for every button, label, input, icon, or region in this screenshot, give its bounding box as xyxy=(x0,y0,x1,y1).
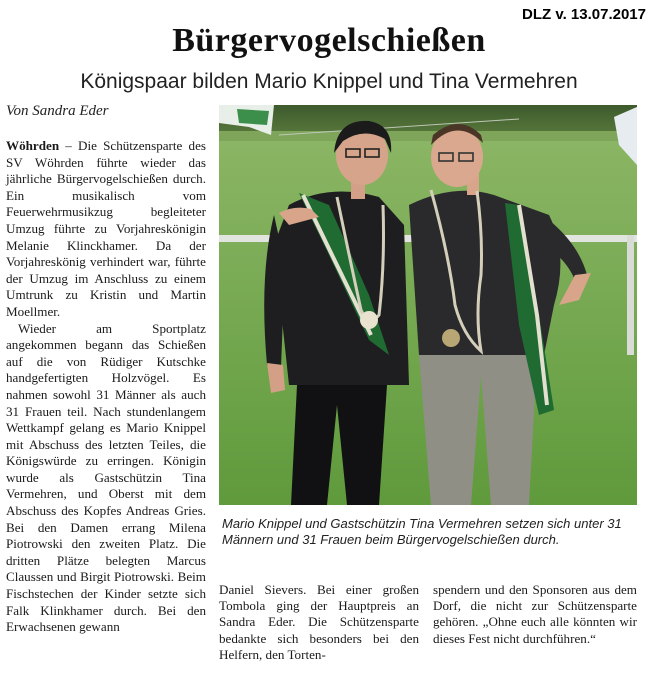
author-byline: Von Sandra Eder xyxy=(6,103,109,119)
article-paragraph-2: Wieder am Sportplatz angekommen begann das Schießen auf die von Rüdiger Kutschke handgefertigten Holzvögel. Es nahmen sowohl 31 Männer als auch 31 Frauen teil. Nach stundenlangem Wettkampf gelang es Mario Knippel mit Abschuss des letzten Teiles, die Königswürde zu erringen. Königin wurde als Gastschützin Tina Vermehren, und Oberst mit dem Abschuss des Kopfes Andreas Gries. Bei den Damen errang Milena Piotrowski den zweiten Platz. Die dritten Plätze belegten Marcus Claussen und Birgit Piotrowski. Beim Fischstechen der Kinder setzte sich Falk Klinkhamer durch. Bei den Erwachsenen gewann xyxy=(6,320,206,635)
lead-text: – Die Schützensparte des SV Wöhrden führte wieder das jährliche Bürgervogelschießen durch. Ein musikalisch vom Feuerwehrmusikzug begleiteter Umzug führte zu Vorjahreskönigin Melanie Klinckhamer. Da der Vorjahreskönig verhindert war, führte der Umzug im Anschluss zu einem Umtrunk zu Kristin und Martin Moellmer. xyxy=(6,138,206,319)
article-column-3 xyxy=(433,582,637,647)
column-3-text: spendern und den Sponsoren aus dem Dorf, die nicht zur Schützensparte gehören. „Ohne euch alle könnten wir dieses Fest nicht durchführen.“ xyxy=(433,582,637,646)
photo-illustration xyxy=(219,105,637,505)
subheadline: Königspaar bilden Mario Knippel und Tina Vermehren xyxy=(80,70,578,93)
column-2-text: Daniel Sievers. Bei einer großen Tombola ging der Hauptpreis an Sandra Eder. Die Schützensparte bedankte sich besonders bei den Helfern, den Torten- xyxy=(219,582,419,662)
photo-caption: Mario Knippel und Gastschützin Tina Vermehren setzen sich unter 31 Männern und 31 Frauen beim Bürgervogelschießen durch. xyxy=(222,516,622,547)
photo-royal-couple xyxy=(219,105,637,505)
article-lead xyxy=(6,138,206,321)
source-date: DLZ v. 13.07.2017 xyxy=(522,6,646,23)
dateline-place: Wöhrden xyxy=(6,138,60,153)
article-column-2 xyxy=(219,582,419,663)
article-column-1 xyxy=(6,138,206,636)
headline: Bürgervogelschießen xyxy=(172,22,486,59)
